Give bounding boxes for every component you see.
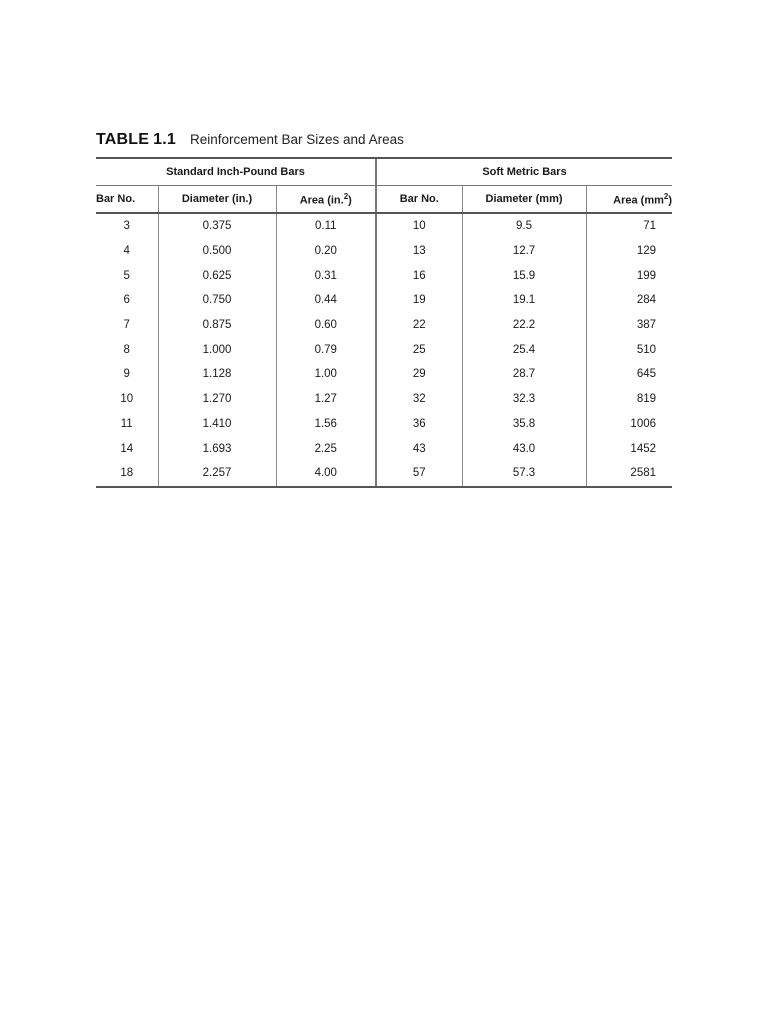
cell-bar-no-metric: 22: [376, 313, 462, 338]
cell-area-in: 0.44: [276, 288, 376, 313]
cell-diameter-mm: 12.7: [462, 239, 586, 264]
cell-bar-no: 3: [123, 220, 130, 233]
cell-diameter-mm: 32.3: [462, 387, 586, 412]
cell-area-in: 4.00: [276, 461, 376, 487]
cell-bar-no-metric: 19: [376, 288, 462, 313]
group-header-row: [96, 158, 672, 186]
cell-diameter-in: 0.875: [158, 313, 276, 338]
area-mm-prefix: Area (mm: [613, 194, 664, 207]
table-row: [96, 337, 672, 362]
cell-diameter-in: 0.375: [158, 213, 276, 239]
cell-diameter-in: 0.750: [158, 288, 276, 313]
table-label-word: TABLE: [96, 131, 150, 148]
table-row: [96, 412, 672, 437]
bar-sizes-table: [96, 157, 672, 488]
cell-area-mm: 284: [586, 288, 672, 313]
table-row: [96, 362, 672, 387]
cell-bar-no: 8: [123, 343, 130, 356]
cell-bar-no-metric: 25: [376, 337, 462, 362]
cell-area-in: 0.11: [276, 213, 376, 239]
table-row: [96, 239, 672, 264]
cell-diameter-mm: 19.1: [462, 288, 586, 313]
cell-diameter-in: 1.410: [158, 412, 276, 437]
cell-area-mm: 510: [586, 337, 672, 362]
cell-area-in: 0.79: [276, 337, 376, 362]
table-title: Reinforcement Bar Sizes and Areas: [189, 132, 404, 147]
cell-area-in: 0.60: [276, 313, 376, 338]
table-number: 1.1: [153, 131, 176, 148]
cell-area-in: 1.00: [276, 362, 376, 387]
col-header-area-mm: [586, 186, 672, 214]
cell-bar-no: 11: [120, 417, 133, 430]
cell-bar-no-metric: 13: [376, 239, 462, 264]
cell-bar-no: 18: [96, 461, 158, 487]
table-row: [96, 263, 672, 288]
table-body: [96, 213, 672, 487]
col-header-bar-no: Bar No.: [96, 186, 158, 214]
cell-area-in: 1.56: [276, 412, 376, 437]
area-in-suffix: ): [348, 194, 352, 207]
cell-diameter-mm: 28.7: [462, 362, 586, 387]
cell-diameter-mm: 25.4: [462, 337, 586, 362]
col-header-diameter-mm: Diameter (mm): [462, 186, 586, 214]
table-row: [96, 288, 672, 313]
area-mm-superscript: 2: [663, 191, 669, 201]
cell-area-in: 0.20: [276, 239, 376, 264]
cell-diameter-in: 0.500: [158, 239, 276, 264]
area-mm-suffix: ): [668, 194, 673, 207]
cell-bar-no: 4: [123, 245, 130, 258]
cell-diameter-mm: 43.0: [462, 436, 586, 461]
table-row: [96, 387, 672, 412]
cell-bar-no: 5: [123, 269, 130, 282]
table-row: [96, 313, 672, 338]
cell-area-mm: 1006: [586, 412, 672, 437]
cell-diameter-in: 1.128: [158, 362, 276, 387]
table-caption: [96, 131, 672, 157]
table-row: [96, 436, 672, 461]
cell-diameter-mm: 9.5: [462, 213, 586, 239]
cell-diameter-in: 1.000: [158, 337, 276, 362]
area-in-superscript: 2: [343, 191, 349, 201]
cell-area-mm: 1452: [586, 436, 672, 461]
cell-area-mm: 2581: [586, 461, 672, 487]
column-header-row: [96, 186, 672, 214]
cell-diameter-mm: 57.3: [462, 461, 586, 487]
cell-area-mm: 129: [586, 239, 672, 264]
cell-bar-no-metric: 10: [376, 213, 462, 239]
table-label: [96, 131, 176, 149]
table-row: [96, 213, 672, 239]
cell-area-mm: 71: [586, 213, 672, 239]
cell-bar-no-metric: 32: [376, 387, 462, 412]
table-row: [96, 461, 672, 487]
cell-area-in: 2.25: [276, 436, 376, 461]
reinforcement-bar-table-block: [96, 131, 672, 488]
cell-diameter-in: 1.693: [158, 436, 276, 461]
cell-diameter-mm: 35.8: [462, 412, 586, 437]
cell-bar-no: 7: [123, 319, 130, 332]
cell-bar-no: 10: [120, 393, 134, 406]
cell-area-mm: 199: [586, 263, 672, 288]
cell-diameter-in: 1.270: [158, 387, 276, 412]
cell-bar-no: 9: [123, 368, 130, 381]
cell-bar-no-metric: 36: [376, 412, 462, 437]
cell-area-mm: 387: [586, 313, 672, 338]
cell-bar-no-metric: 43: [376, 436, 462, 461]
cell-area-in: 1.27: [276, 387, 376, 412]
cell-area-mm: 645: [586, 362, 672, 387]
group-header-inch-pound: Standard Inch-Pound Bars: [96, 158, 376, 186]
cell-bar-no-metric: 57: [376, 461, 462, 487]
col-header-diameter-in: Diameter (in.): [158, 186, 276, 214]
area-in-prefix: Area (in.: [299, 194, 344, 207]
cell-diameter-mm: 22.2: [462, 313, 586, 338]
cell-diameter-in: 0.625: [158, 263, 276, 288]
cell-bar-no-metric: 16: [376, 263, 462, 288]
cell-area-in: 0.31: [276, 263, 376, 288]
cell-bar-no: 14: [120, 442, 134, 455]
cell-bar-no-metric: 29: [376, 362, 462, 387]
col-header-bar-no-metric: Bar No.: [376, 186, 462, 214]
cell-diameter-mm: 15.9: [462, 263, 586, 288]
cell-area-mm: 819: [586, 387, 672, 412]
cell-bar-no: 6: [123, 294, 130, 307]
group-header-soft-metric: Soft Metric Bars: [376, 158, 672, 186]
cell-diameter-in: 2.257: [158, 461, 276, 487]
col-header-area-in: [276, 186, 376, 214]
